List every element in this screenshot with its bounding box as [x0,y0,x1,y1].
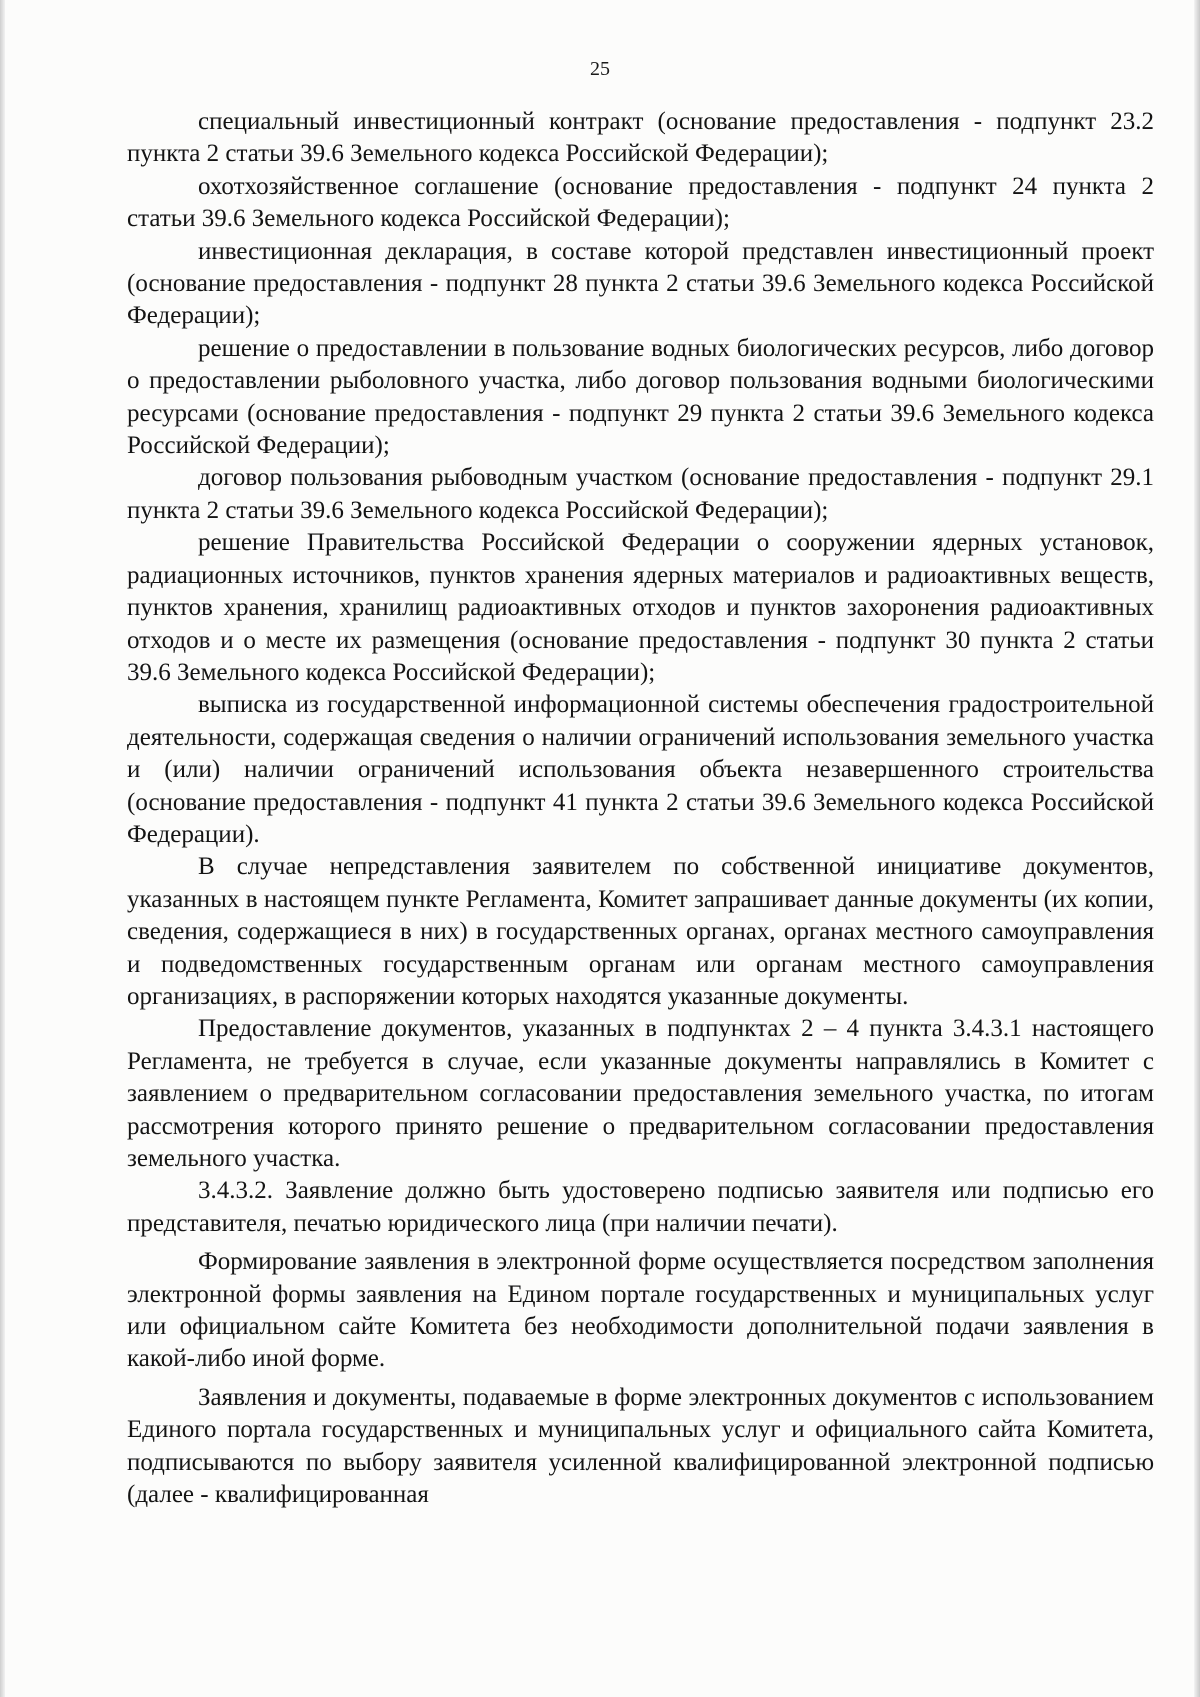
scan-edge-right [1194,0,1200,1697]
scan-edge-left [0,0,5,1697]
paragraph-documents-not-required: Предоставление документов, указанных в подпунктах 2 – 4 пункта 3.4.3.1 настоящего Регламента, не требуется в случае, если указанные документы направлялись в Комитет с заявлением о предварительном согласовании предоставления земельного участка, по итогам рассмотрения которого принято решение о предварительном согласовании предоставления земельного участка. [127,1015,1154,1172]
paragraph-water-bio-resources: решение о предоставлении в пользование водных биологических ресурсов, либо договор о предоставлении рыболовного участка, либо договор пользования водными биологическими ресурсами (основание предоставления - подпункт 29 пункта 2 статьи 39.6 Земельного кодекса Российской Федерации); [127,334,1154,460]
page-number: 25 [590,58,610,80]
paragraph-fish-farming-plot: договор пользования рыбоводным участком (основание предоставления - подпункт 29.1 пункта 2 статьи 39.6 Земельного кодекса Российской Федерации); [127,464,1154,524]
paragraph-urban-planning-extract: выписка из государственной информационной системы обеспечения градостроительной деятельности, содержащая сведения о наличии ограничений использования земельного участка и (или) наличии ограничений использования объекта незавершенного строительства (основание предоставления - подпункт 41 пункта 2 статьи 39.6 Земельного кодекса Российской Федерации). [127,691,1154,848]
paragraph-electronic-form: Формирование заявления в электронной форме осуществляется посредством заполнения электронной формы заявления на Едином портале государственных и муниципальных услуг или официальном сайте Комитета без необходимости дополнительной подачи заявления в какой-либо иной форме. [127,1248,1154,1373]
paragraph-electronic-signature: Заявления и документы, подаваемые в форме электронных документов с использованием Единого портала государственных и муниципальных услуг и официального сайта Комитета, подписываются по выбору заявителя усиленной квалифицированной электронной подписью (далее - квалифицированная [127,1383,1154,1509]
document-body [127,106,1154,1511]
paragraph-special-investment-contract: специальный инвестиционный контракт (основание предоставления - подпункт 23.2 пункта 2 статьи 39.6 Земельного кодекса Российской Федерации); [127,108,1154,168]
paragraph-investment-declaration: инвестиционная декларация, в составе которой представлен инвестиционный проект (основание предоставления - подпункт 28 пункта 2 статьи 39.6 Земельного кодекса Российской Федерации); [127,237,1154,330]
paragraph-hunting-agreement: охотхозяйственное соглашение (основание предоставления - подпункт 24 пункта 2 статьи 39.6 Земельного кодекса Российской Федерации); [127,172,1154,233]
paragraph-3-4-3-2: 3.4.3.2. Заявление должно быть удостоверено подписью заявителя или подписью его представителя, печатью юридического лица (при наличии печати). [127,1177,1154,1237]
paragraph-committee-requests: В случае непредставления заявителем по собственной инициативе документов, указанных в настоящем пункте Регламента, Комитет запрашивает данные документы (их копии, сведения, содержащиеся в них) в государственных органах, органах местного самоуправления и подведомственных государственным органам или органам местного самоуправления организациях, в распоряжении которых находятся указанные документы. [127,853,1154,1010]
paragraph-nuclear-installations: решение Правительства Российской Федерации о сооружении ядерных установок, радиационных источников, пунктов хранения ядерных материалов и радиоактивных веществ, пунктов хранения, хранилищ радиоактивных отходов и пунктов захоронения радиоактивных отходов и о месте их размещения (основание предоставления - подпункт 30 пункта 2 статьи 39.6 Земельного кодекса Российской Федерации); [127,529,1154,686]
